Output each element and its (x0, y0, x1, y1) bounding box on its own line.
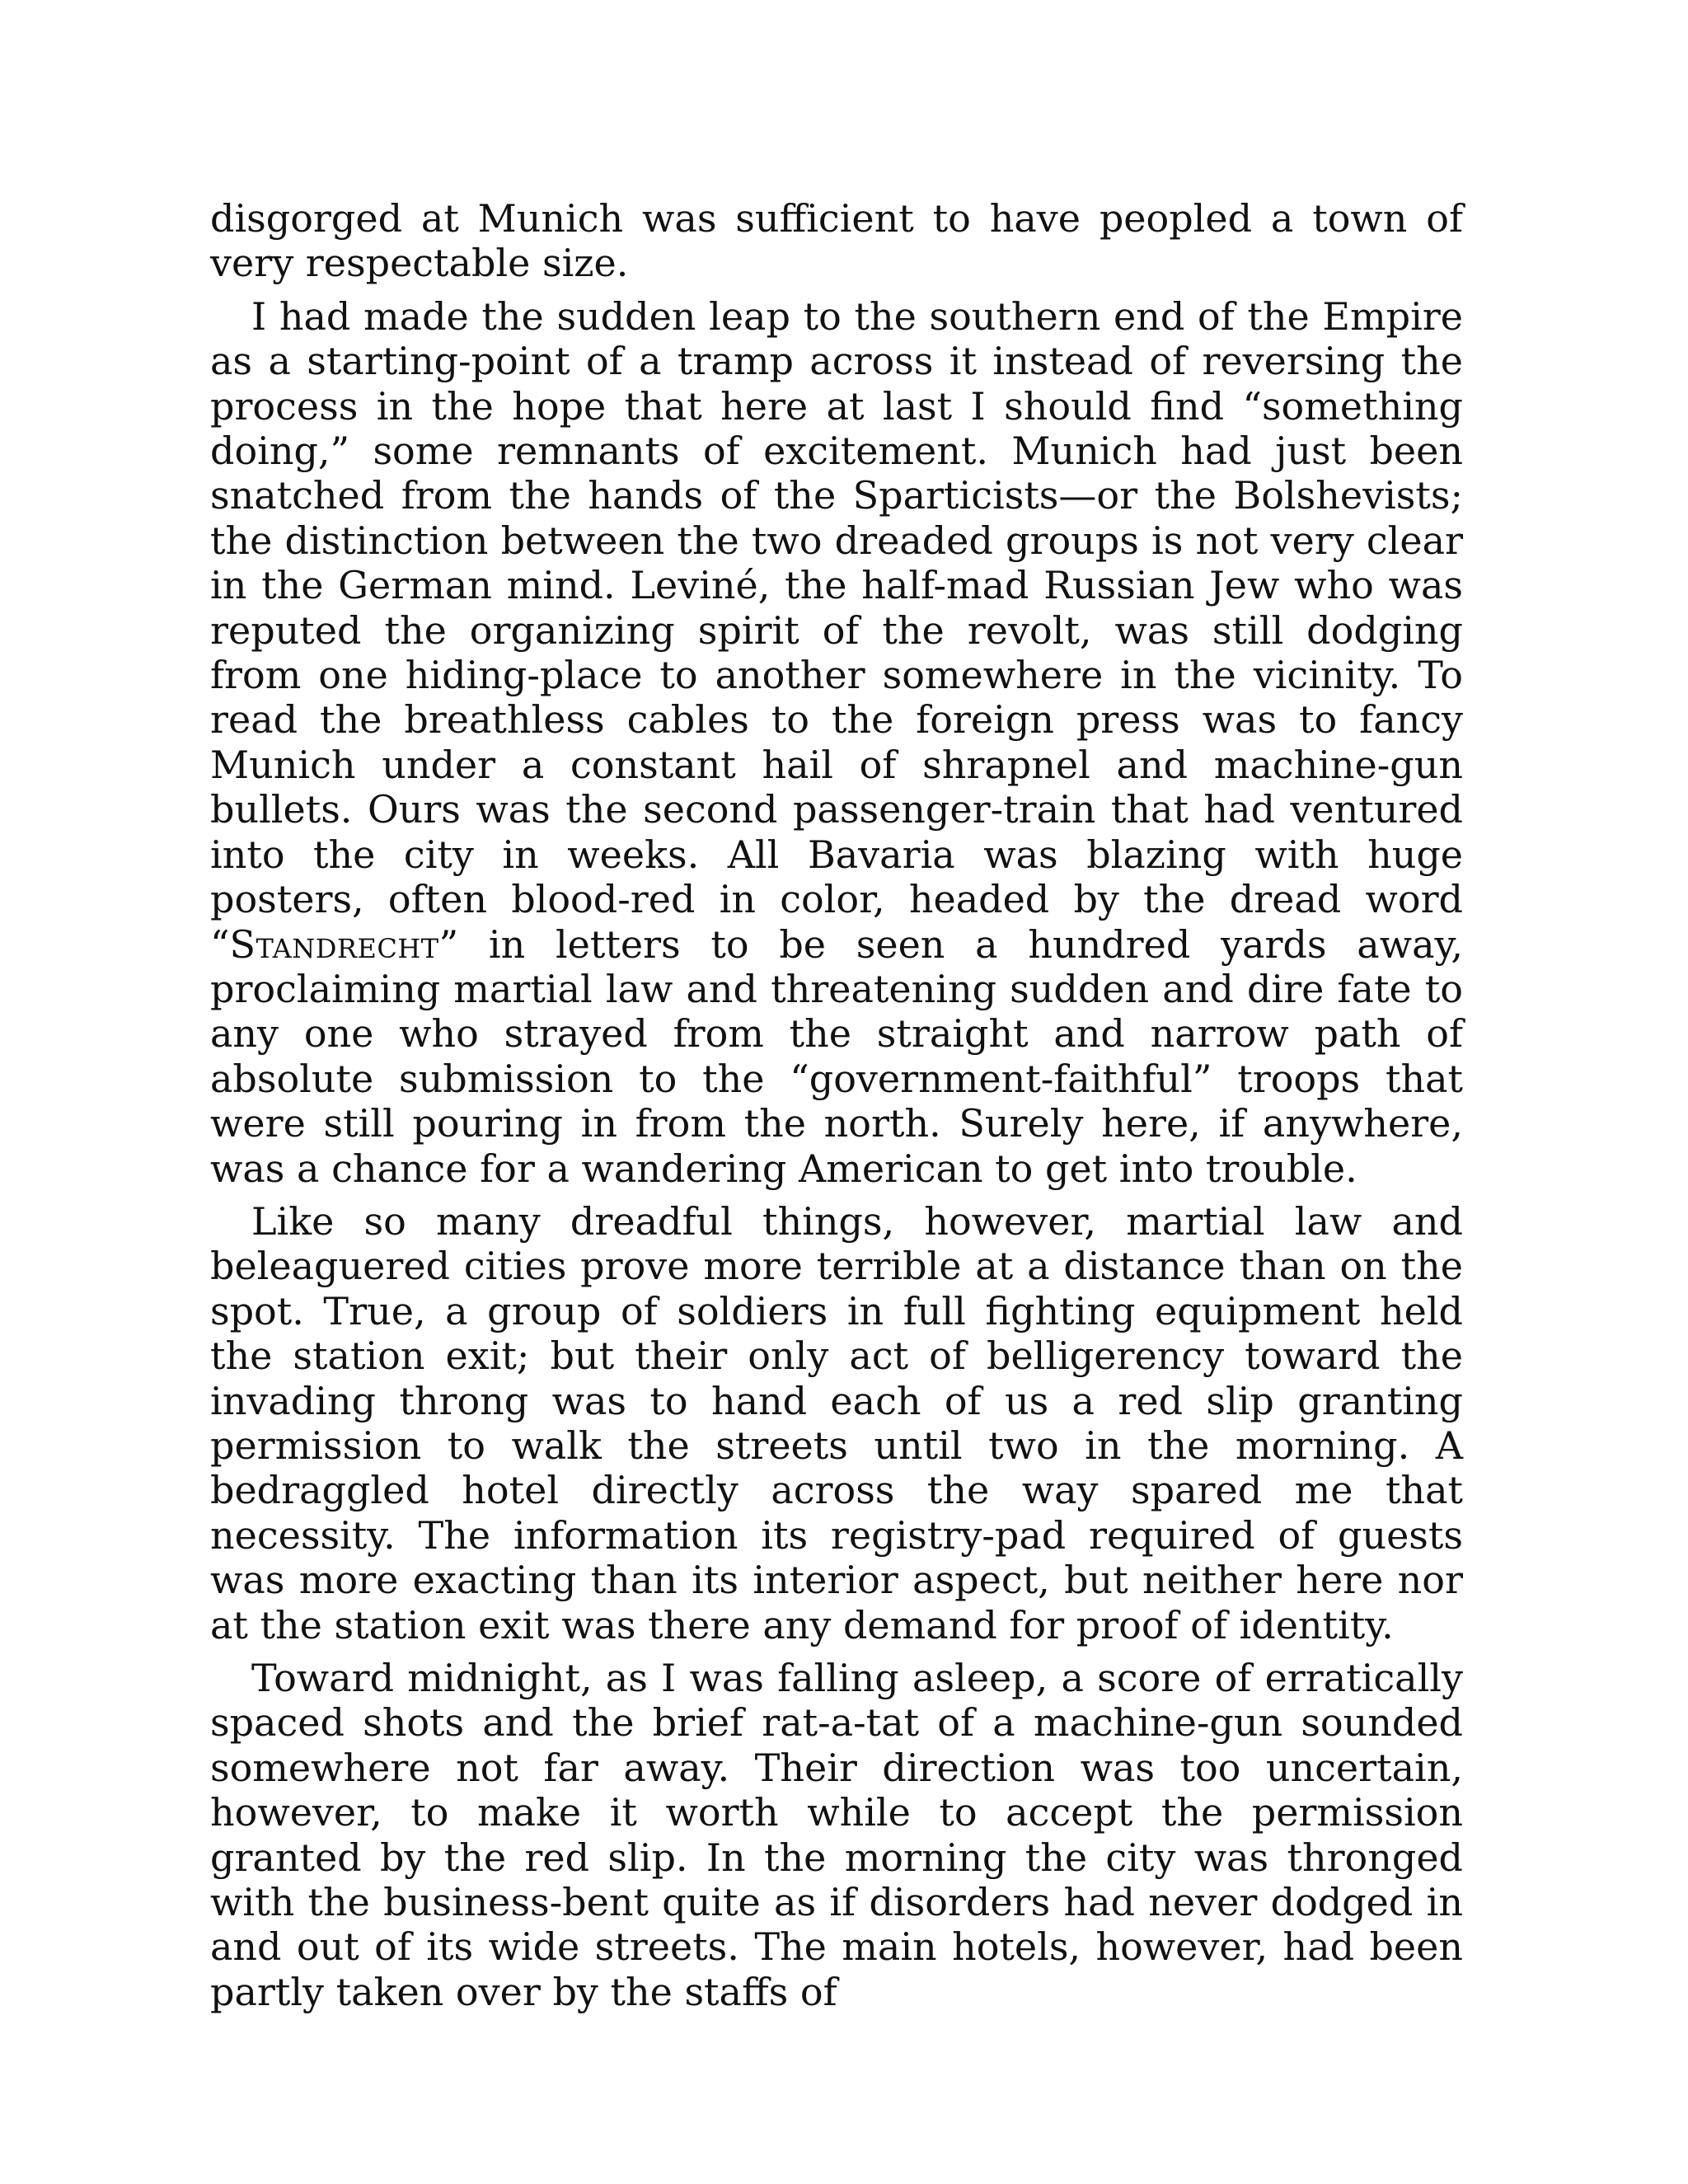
paragraph-2-part-2: ” in letters to be seen a hundred yards away, proclaiming martial law and threatening sudden and dire fate to any one who strayed from the straight and narrow path of absolute submission to the “government-faithful” troops that were still pouring in from the north. Surely here, if anywhere, was a chance for a wandering American to get into trouble. (210, 921, 1463, 1191)
paragraph-4: Toward midnight, as I was falling asleep, a score of erratically spaced shots and the brief rat-a-tat of a machine-gun sounded somewhere not far away. Their direction was too uncertain, however, to make it worth while to accept the permission granted by the red slip. In the morning the city was thronged with the business-bent quite as if disorders had never dodged in and out of its wide streets. The main hotels, however, had been partly taken over by the staffs of (210, 1656, 1463, 2014)
paragraph-3: Like so many dreadful things, however, martial law and beleaguered cities prove more terrible at a distance than on the spot. True, a group of soldiers in full fighting equipment held the station exit; but their only act of belligerency toward the invading throng was to hand each of us a red slip granting permission to walk the streets until two in the morning. A bedraggled hotel directly across the way spared me that necessity. The information its registry-pad required of guests was more exacting than its interior aspect, but neither here nor at the station exit was there any demand for proof of identity. (210, 1198, 1463, 1647)
standrecht-word: Standrecht (229, 921, 439, 967)
paragraph-1: disgorged at Munich was sufficient to have peopled a town of very respectable size. (210, 196, 1463, 286)
book-page-text (210, 196, 1463, 2022)
paragraph-2 (210, 294, 1463, 1191)
paragraph-2-part-1: I had made the sudden leap to the southern end of the Empire as a starting-point of a tramp across it instead of reversing the process in the hope that here at last I should find “something doing,” some remnants of excitement. Munich had just been snatched from the hands of the Sparticists—or the Bolshevists; the distinction between the two dreaded groups is not very clear in the German mind. Leviné, the half-mad Russian Jew who was reputed the organizing spirit of the revolt, was still dodging from one hiding-place to another somewhere in the vicinity. To read the breathless cables to the foreign press was to fancy Munich under a constant hail of shrapnel and machine-gun bullets. Ours was the second passenger-train that had ventured into the city in weeks. All Bavaria was blazing with huge posters, often blood-red in color, headed by the dread word “ (210, 293, 1463, 967)
